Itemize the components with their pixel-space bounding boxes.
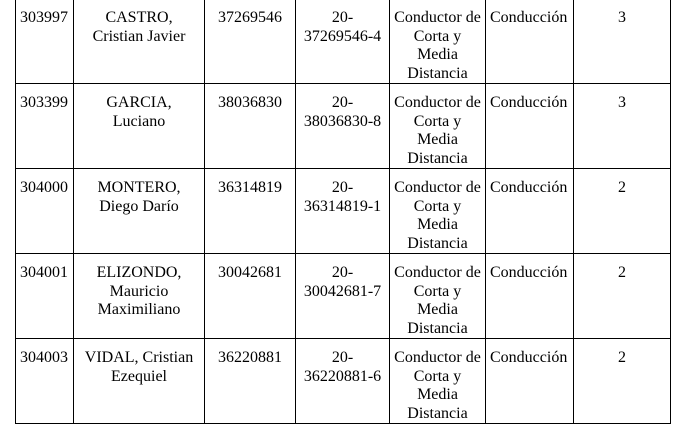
dni-cell: 38036830 (205, 84, 296, 169)
nombre-cell (74, 84, 205, 169)
nombre-cell (74, 0, 205, 84)
puesto-line: Media (417, 216, 458, 233)
puesto-cell (390, 254, 486, 339)
nombre-line: Maximiliano (97, 301, 181, 318)
nombre-line: MONTERO, (97, 179, 181, 196)
table-row (16, 254, 671, 339)
cuil-line: 20- (331, 349, 354, 366)
legajo-cell: 303997 (16, 0, 74, 84)
nombre-cell (74, 169, 205, 254)
area-cell: Conducción (486, 0, 574, 84)
table-row (16, 339, 671, 424)
puesto-line: Conductor de (394, 264, 481, 281)
puesto-cell (390, 0, 486, 84)
nombre-line: VIDAL, Cristian (84, 349, 194, 366)
puesto-line: Media (417, 131, 458, 148)
legajo-cell: 303399 (16, 84, 74, 169)
puesto-cell (390, 169, 486, 254)
table-row (16, 169, 671, 254)
puesto-line: Conductor de (394, 349, 481, 366)
cuil-cell (296, 339, 390, 424)
puesto-line: Corta y (413, 367, 462, 385)
puesto-line: Corta y (413, 282, 462, 300)
nombre-line: CASTRO, (105, 9, 173, 26)
nombre-cell (74, 339, 205, 424)
legajo-cell: 304000 (16, 169, 74, 254)
table-body (16, 0, 671, 424)
cuil-cell (296, 84, 390, 169)
nombre-line: GARCIA, (106, 94, 172, 111)
cuil-line: 20- (331, 94, 354, 111)
cuil-line: 20- (331, 9, 354, 26)
personnel-table (15, 0, 671, 424)
cuil-line: 38036830-8 (303, 112, 382, 130)
dni-cell: 30042681 (205, 254, 296, 339)
puesto-line: Conductor de (394, 94, 481, 111)
area-cell: Conducción (486, 84, 574, 169)
legajo-cell: 304001 (16, 254, 74, 339)
nombre-line: Ezequiel (111, 367, 167, 385)
dni-cell: 37269546 (205, 0, 296, 84)
cuil-cell (296, 0, 390, 84)
cuil-line: 36220881-6 (303, 367, 382, 385)
puesto-line: Distancia (407, 404, 468, 422)
nombre-line: Cristian Javier (92, 27, 186, 45)
area-cell: Conducción (486, 169, 574, 254)
cuil-line: 20- (331, 264, 354, 281)
puesto-line: Conductor de (394, 9, 481, 26)
puesto-line: Media (417, 46, 458, 63)
dni-cell: 36220881 (205, 339, 296, 424)
cuil-cell (296, 169, 390, 254)
table-row (16, 0, 671, 84)
cuil-line: 37269546-4 (303, 27, 382, 45)
legajo-cell: 304003 (16, 339, 74, 424)
valor-cell: 2 (574, 254, 671, 339)
valor-cell: 3 (574, 0, 671, 84)
valor-cell: 3 (574, 84, 671, 169)
dni-cell: 36314819 (205, 169, 296, 254)
cuil-line: 20- (331, 179, 354, 196)
puesto-line: Corta y (413, 112, 462, 130)
puesto-cell (390, 339, 486, 424)
valor-cell: 2 (574, 339, 671, 424)
puesto-cell (390, 84, 486, 169)
puesto-line: Distancia (407, 149, 468, 167)
cuil-cell (296, 254, 390, 339)
puesto-line: Corta y (413, 27, 462, 45)
nombre-line: Mauricio (109, 282, 169, 300)
nombre-cell (74, 254, 205, 339)
cuil-line: 36314819-1 (303, 197, 382, 215)
nombre-line: ELIZONDO, (96, 264, 182, 281)
puesto-line: Corta y (413, 197, 462, 215)
area-cell: Conducción (486, 254, 574, 339)
puesto-line: Media (417, 386, 458, 403)
puesto-line: Distancia (407, 234, 468, 252)
table-row (16, 84, 671, 169)
puesto-line: Distancia (407, 319, 468, 337)
nombre-line: Luciano (112, 112, 166, 130)
puesto-line: Media (417, 301, 458, 318)
valor-cell: 2 (574, 169, 671, 254)
puesto-line: Distancia (407, 64, 468, 82)
area-cell: Conducción (486, 339, 574, 424)
cuil-line: 30042681-7 (303, 282, 382, 300)
puesto-line: Conductor de (394, 179, 481, 196)
nombre-line: Diego Darío (99, 197, 179, 215)
